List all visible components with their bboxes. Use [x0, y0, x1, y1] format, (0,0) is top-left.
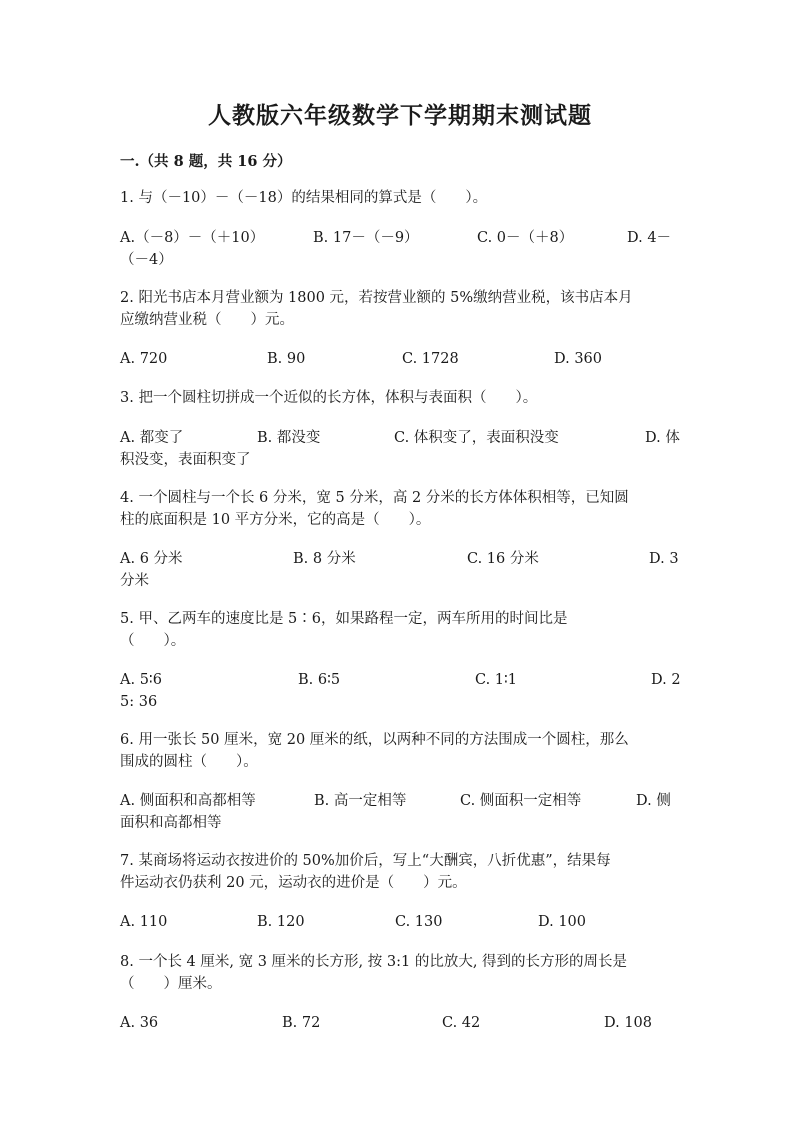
question-2-stem — [120, 287, 675, 331]
question-text-line: 4. 一个圆柱与一个长 6 分米，宽 5 分米，高 2 分米的长方体体积相等，已知圆 — [120, 490, 629, 506]
option-c: C. 0－（＋8） — [477, 230, 574, 246]
question-text-line: 8. 一个长 4 厘米, 宽 3 厘米的长方形, 按 3:1 的比放大, 得到的长方形的周长是 — [120, 954, 628, 970]
question-4-stem — [120, 487, 675, 531]
option-a: A. 侧面积和高都相等 — [120, 793, 256, 809]
question-1-options — [120, 227, 675, 271]
option-d: D. 100 — [538, 914, 587, 930]
question-text-line: （ ）厘米。 — [120, 976, 222, 992]
question-text-line: 应缴纳营业税（ ）元。 — [120, 312, 294, 328]
option-continuation: （－4） — [120, 252, 173, 268]
option-c: C. 体积变了，表面积没变 — [394, 430, 559, 446]
question-text-line: 7. 某商场将运动衣按进价的 50%加价后，写上“大酬宾，八折优惠”，结果每 — [120, 853, 611, 869]
option-b: B. 17－（－9） — [313, 230, 419, 246]
question-7-options — [120, 911, 675, 955]
option-a: A. 36 — [120, 1015, 159, 1031]
question-3-options — [120, 427, 680, 471]
question-text-line: 围成的圆柱（ ）。 — [120, 754, 258, 770]
question-8-options — [120, 1012, 675, 1056]
option-b: B. 120 — [257, 914, 305, 930]
question-text-line: 5. 甲、乙两车的速度比是 5∶6，如果路程一定，两车所用的时间比是 — [120, 611, 568, 627]
question-3-stem — [120, 387, 675, 409]
option-d: D. 4－ — [627, 230, 672, 246]
option-b: B. 90 — [267, 351, 306, 367]
question-6-options — [120, 790, 675, 834]
option-a: A. 110 — [120, 914, 168, 930]
option-a: A.（－8）－（＋10） — [120, 230, 265, 246]
option-b: B. 都没变 — [257, 430, 321, 446]
option-c: C. 1∶1 — [475, 672, 518, 688]
option-c: C. 130 — [395, 914, 443, 930]
option-d: D. 体 — [645, 430, 680, 446]
question-text-line: 2. 阳光书店本月营业额为 1800 元，若按营业额的 5%缴纳营业税，该书店本月 — [120, 290, 633, 306]
question-text-line: 3. 把一个圆柱切拼成一个近似的长方体，体积与表面积（ ）。 — [120, 390, 538, 406]
option-c: C. 1728 — [402, 351, 459, 367]
option-d: D. 3 — [649, 551, 679, 567]
option-a: A. 720 — [120, 351, 168, 367]
option-c: C. 侧面积一定相等 — [460, 793, 582, 809]
question-8-stem — [120, 951, 675, 995]
option-a: A. 都变了 — [120, 430, 184, 446]
question-text-line: 6. 用一张长 50 厘米，宽 20 厘米的纸，以两种不同的方法围成一个圆柱，那么 — [120, 732, 629, 748]
option-b: B. 72 — [282, 1015, 321, 1031]
option-c: C. 16 分米 — [467, 551, 539, 567]
question-text-line: 件运动衣仍获利 20 元，运动衣的进价是（ ）元。 — [120, 875, 467, 891]
question-5-stem — [120, 608, 675, 652]
question-7-stem — [120, 850, 675, 894]
option-a: A. 5∶6 — [120, 672, 162, 688]
question-5-options — [120, 669, 681, 713]
question-text-line: 1. 与（－10）－（－18）的结果相同的算式是（ ）。 — [120, 190, 488, 206]
question-1-stem — [120, 187, 675, 209]
option-d: D. 108 — [604, 1015, 653, 1031]
option-continuation: 积没变，表面积变了 — [120, 452, 251, 468]
option-d: D. 侧 — [636, 793, 671, 809]
option-b: B. 8 分米 — [293, 551, 356, 567]
option-d: D. 360 — [554, 351, 603, 367]
question-2-options — [120, 348, 675, 392]
option-d: D. 2 — [651, 672, 681, 688]
option-continuation: 5: 36 — [120, 694, 158, 710]
option-continuation: 分米 — [120, 573, 149, 589]
question-text-line: 柱的底面积是 10 平方分米，它的高是（ ）。 — [120, 512, 431, 528]
option-b: B. 高一定相等 — [314, 793, 407, 809]
option-b: B. 6∶5 — [298, 672, 341, 688]
option-c: C. 42 — [442, 1015, 481, 1031]
question-4-options — [120, 548, 679, 592]
question-6-stem — [120, 729, 675, 773]
option-a: A. 6 分米 — [120, 551, 183, 567]
option-continuation: 面积和高都相等 — [120, 815, 222, 831]
question-text-line: （ ）。 — [120, 633, 186, 649]
page-title: 人教版六年级数学下学期期末测试题 — [208, 102, 592, 129]
section-heading: 一.（共 8 题，共 16 分） — [120, 153, 292, 170]
